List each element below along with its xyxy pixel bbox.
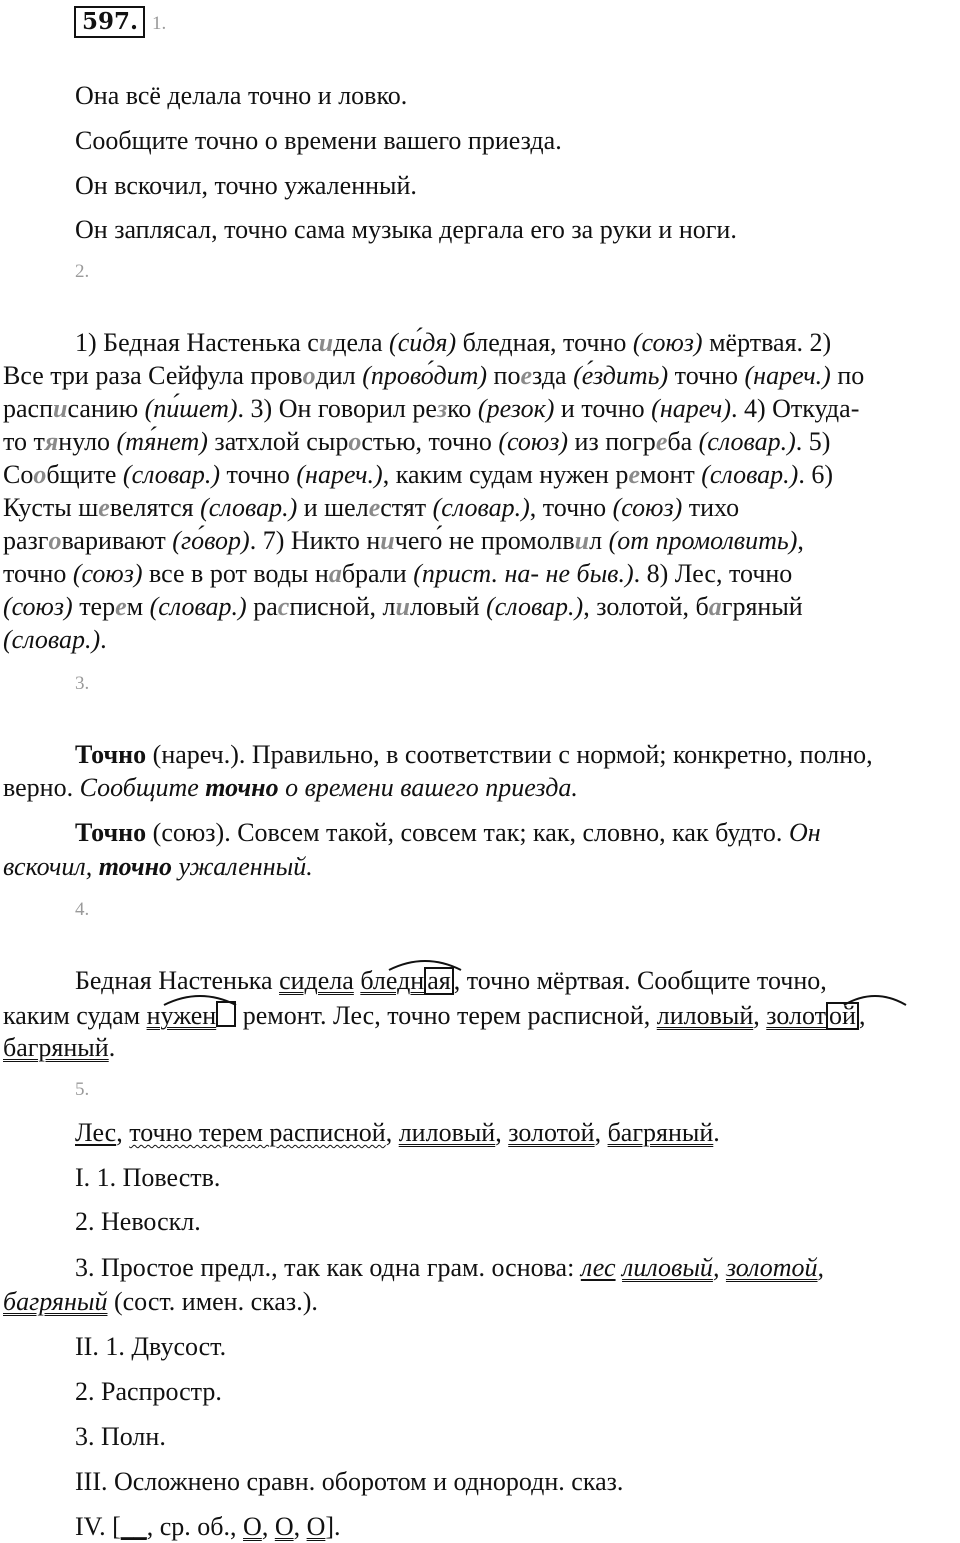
annotation: (нареч.) bbox=[744, 361, 831, 390]
text-run: бледная, точно bbox=[456, 328, 633, 357]
annotation: (словар.) bbox=[200, 493, 298, 522]
part-4-label: 4. bbox=[75, 899, 90, 920]
part4-line3 bbox=[3, 1035, 115, 1061]
part5-text: , bbox=[385, 1118, 399, 1147]
annotation: (словар.) bbox=[486, 592, 584, 621]
analysis-item: 2. Невоскл. bbox=[75, 1207, 201, 1236]
spelling-letter: а bbox=[328, 559, 342, 588]
part5-text: , bbox=[817, 1253, 825, 1282]
predicate: золотой bbox=[725, 1253, 818, 1282]
text-run: по bbox=[830, 361, 865, 390]
predicate: багряный bbox=[3, 1287, 108, 1316]
text-run: стью, точно bbox=[361, 427, 499, 456]
annotation: (е́здить) bbox=[573, 361, 669, 390]
annotation: (союз) bbox=[612, 493, 683, 522]
part4-text: . bbox=[108, 1033, 116, 1062]
scheme-subject: __ bbox=[120, 1512, 147, 1541]
def1-example: Сообщите bbox=[79, 773, 206, 802]
spelling-letter: и bbox=[380, 526, 395, 555]
word-stem: бледн bbox=[360, 966, 425, 995]
def1-definition: (нареч.). Правильно, в соответствии с нормой; конкретно, полно, bbox=[146, 740, 873, 769]
text-run: все в рот воды н bbox=[142, 559, 329, 588]
scheme-text: IV. [ bbox=[75, 1512, 121, 1541]
part4-text: ремонт. Лес, точно терем расписной, bbox=[236, 1001, 657, 1030]
part5-text: . bbox=[713, 1118, 720, 1147]
text-run: мёртвая. 2) bbox=[702, 328, 832, 357]
analysis-item: I. 1. Повеств. bbox=[75, 1163, 221, 1192]
text-run: и шел bbox=[297, 493, 369, 522]
text-run: велятся bbox=[109, 493, 201, 522]
part5-text: , bbox=[594, 1118, 608, 1147]
part5-text: , bbox=[495, 1118, 509, 1147]
text-run: расп bbox=[3, 394, 53, 423]
annotation: (словар.) bbox=[698, 427, 796, 456]
text-run: м bbox=[126, 592, 150, 621]
text-run: по bbox=[487, 361, 521, 390]
def2-line2 bbox=[3, 854, 313, 880]
def1-example-keyword: точно bbox=[205, 773, 279, 802]
text-run: ба bbox=[667, 427, 699, 456]
text-run: . bbox=[100, 625, 107, 654]
text-run: нуло bbox=[58, 427, 117, 456]
part2-line bbox=[3, 396, 859, 422]
def2-line1 bbox=[75, 820, 821, 846]
annotation: (тя́нет) bbox=[116, 427, 208, 456]
text-run: из погр bbox=[568, 427, 656, 456]
spelling-letter: и bbox=[53, 394, 68, 423]
spelling-letter: я bbox=[44, 427, 59, 456]
part5-text: (сост. имен. сказ.). bbox=[107, 1287, 318, 1316]
part2-line bbox=[3, 429, 830, 455]
spelling-letter: е bbox=[115, 592, 127, 621]
annotation: (нареч.) bbox=[296, 460, 383, 489]
text-run: Все три раза Сейфула пров bbox=[3, 361, 303, 390]
scheme-homogeneous: О bbox=[274, 1512, 294, 1541]
annotation: (от промолвить) bbox=[608, 526, 798, 555]
annotation: (нареч) bbox=[651, 394, 731, 423]
text-run: писной, л bbox=[289, 592, 396, 621]
text-run: монт bbox=[639, 460, 702, 489]
part2-line bbox=[75, 330, 831, 356]
predicate: багряный bbox=[607, 1118, 714, 1147]
text-run: . 4) Откуда- bbox=[731, 394, 860, 423]
spelling-letter: и bbox=[395, 592, 410, 621]
analysis-item: II. 1. Двусост. bbox=[75, 1332, 227, 1361]
text-run: , точно bbox=[529, 493, 613, 522]
annotation: (союз) bbox=[498, 427, 569, 456]
def2-definition: (союз). Совсем такой, совсем так; как, словно, как будто. bbox=[146, 818, 789, 847]
exercise-number: 597. bbox=[74, 6, 145, 38]
part2-line bbox=[3, 495, 739, 521]
text-run: тер bbox=[72, 592, 116, 621]
annotation: (словар.) bbox=[122, 460, 221, 489]
spelling-letter: е bbox=[520, 361, 533, 390]
text-run: тихо bbox=[682, 493, 740, 522]
analysis-item: III. Осложнено сравн. оборотом и однородн. сказ. bbox=[75, 1467, 624, 1496]
part-3-label: 3. bbox=[75, 673, 90, 694]
text-run: ко bbox=[447, 394, 478, 423]
text-run: разг bbox=[3, 526, 49, 555]
part1-sentence: Сообщите точно о времени вашего приезда. bbox=[75, 126, 562, 155]
word-stem: золот bbox=[766, 1001, 827, 1030]
scheme-homogeneous: О bbox=[306, 1512, 326, 1541]
text-run: , bbox=[797, 526, 804, 555]
def2-word: Точно bbox=[75, 818, 147, 847]
subject: Лес bbox=[75, 1118, 117, 1147]
text-run: варивают bbox=[61, 526, 173, 555]
predicate: сидела bbox=[279, 966, 354, 995]
part1-sentence: Он заплясал, точно сама музыка дергала его за руки и ноги. bbox=[75, 215, 737, 244]
predicate: лиловый bbox=[622, 1253, 713, 1282]
text-run: дил bbox=[315, 361, 363, 390]
spelling-letter: е bbox=[98, 493, 110, 522]
text-run: и точно bbox=[554, 394, 652, 423]
part1-sentence: Она всё делала точно и ловко. bbox=[75, 81, 408, 110]
spelling-letter: е bbox=[655, 427, 668, 456]
annotation: (прист. на- не быв.) bbox=[413, 559, 634, 588]
text-run: . 6) bbox=[798, 460, 834, 489]
annotation: (го́вор) bbox=[172, 526, 250, 555]
text-run: дела bbox=[333, 328, 390, 357]
text-run: . 7) Никто н bbox=[249, 526, 381, 555]
part4-line1 bbox=[75, 967, 827, 995]
analysis-item: 3. Полн. bbox=[75, 1422, 166, 1451]
text-run: Со bbox=[3, 460, 34, 489]
annotation: (словар.) bbox=[149, 592, 247, 621]
sentence-scheme bbox=[75, 1514, 341, 1540]
annotation: (прово́дит) bbox=[362, 361, 488, 390]
annotation: (словар.) bbox=[432, 493, 530, 522]
part4-line2 bbox=[3, 1001, 865, 1030]
def1-example: о времени вашего приезда. bbox=[278, 773, 578, 802]
def2-example: ужаленный. bbox=[172, 852, 313, 881]
text-run: Кусты ш bbox=[3, 493, 99, 522]
scheme-homogeneous: О bbox=[243, 1512, 262, 1541]
text-run: . 8) Лес, точно bbox=[633, 559, 793, 588]
text-run: точно bbox=[668, 361, 745, 390]
part4-text: Бедная Настенька bbox=[75, 966, 280, 995]
text-run: затхлой сыр bbox=[207, 427, 349, 456]
def1-text: верно. bbox=[3, 773, 80, 802]
text-run: зда bbox=[532, 361, 574, 390]
part2-line bbox=[3, 528, 804, 554]
text-run: бщите bbox=[46, 460, 123, 489]
part5-text: 3. Простое предл., так как одна грам. основа: bbox=[75, 1253, 581, 1282]
def2-example: Он bbox=[788, 818, 821, 847]
text-run: стят bbox=[380, 493, 433, 522]
part2-line bbox=[3, 627, 107, 653]
part1-sentence: Он вскочил, точно ужаленный. bbox=[75, 171, 417, 200]
text-run: брали bbox=[341, 559, 414, 588]
text-run: гряный bbox=[721, 592, 803, 621]
def1-word: Точно bbox=[75, 740, 147, 769]
part2-line bbox=[3, 561, 792, 587]
annotation: (си́дя) bbox=[389, 328, 457, 357]
def2-example-keyword: точно bbox=[98, 852, 173, 881]
spelling-letter: з bbox=[436, 394, 448, 423]
ending-box: ой bbox=[826, 1002, 859, 1030]
spelling-letter: о bbox=[33, 460, 47, 489]
def1-line1 bbox=[75, 742, 873, 768]
annotation: (резок) bbox=[477, 394, 555, 423]
text-run: . 3) Он говорил ре bbox=[237, 394, 437, 423]
part2-line bbox=[3, 594, 803, 620]
analysis-item: 2. Распростр. bbox=[75, 1377, 222, 1406]
predicate-bledn bbox=[360, 966, 453, 995]
part4-text: , bbox=[753, 1001, 767, 1030]
text-run: , каким судам нужен р bbox=[382, 460, 629, 489]
part5-text: , bbox=[116, 1118, 130, 1147]
def2-example: вскочил, bbox=[3, 852, 99, 881]
predicate-bagryanyi: багряный bbox=[3, 1033, 109, 1062]
part-2-label: 2. bbox=[75, 261, 90, 282]
annotation: (союз) bbox=[3, 592, 73, 621]
part4-text: , bbox=[858, 1001, 866, 1030]
part4-text: каким судам bbox=[3, 1001, 147, 1030]
text-run: л bbox=[589, 526, 609, 555]
analysis-item-3b bbox=[3, 1289, 318, 1315]
predicate-lilovyi: лиловый bbox=[656, 1001, 754, 1030]
analysis-item-3 bbox=[75, 1255, 824, 1281]
spelling-letter: е bbox=[368, 493, 381, 522]
def1-line2 bbox=[3, 775, 578, 801]
spelling-letter: и bbox=[574, 526, 590, 555]
spelling-letter: о bbox=[48, 526, 62, 555]
spelling-letter: а bbox=[708, 592, 722, 621]
part-1-label: 1. bbox=[152, 13, 167, 34]
text-run: точно bbox=[3, 559, 73, 588]
predicate: золотой bbox=[508, 1118, 595, 1147]
scheme-text: ]. bbox=[325, 1512, 341, 1541]
annotation: (пи́шет) bbox=[144, 394, 238, 423]
part2-line bbox=[3, 363, 864, 389]
annotation: (союз) bbox=[72, 559, 143, 588]
part5-sentence bbox=[75, 1120, 720, 1146]
annotation: (словар.) bbox=[3, 625, 101, 654]
text-run: чего́ не промолв bbox=[394, 526, 575, 555]
spelling-letter: о bbox=[348, 427, 362, 456]
spelling-letter: е bbox=[628, 460, 640, 489]
annotation: (словар.) bbox=[701, 460, 799, 489]
part2-line bbox=[3, 462, 833, 488]
annotation: (союз) bbox=[632, 328, 703, 357]
text-run: ра bbox=[246, 592, 278, 621]
spelling-letter: о bbox=[302, 361, 316, 390]
zero-ending-box bbox=[216, 1001, 236, 1027]
ending-box: ая bbox=[424, 967, 454, 995]
text-run: ловый bbox=[409, 592, 487, 621]
spelling-letter: с bbox=[277, 592, 290, 621]
subject: лес bbox=[580, 1253, 616, 1282]
scheme-text: , ср. об., bbox=[146, 1512, 244, 1541]
text-run: . 5) bbox=[795, 427, 831, 456]
text-run: 1) Бедная Настенька с bbox=[75, 328, 319, 357]
scheme-text: , bbox=[261, 1512, 275, 1541]
predicate-zolotoi bbox=[766, 1001, 859, 1030]
text-run: санию bbox=[67, 394, 145, 423]
spelling-letter: и bbox=[318, 328, 334, 357]
text-run: то т bbox=[3, 427, 45, 456]
part-5-label: 5. bbox=[75, 1079, 90, 1100]
scheme-text: , bbox=[293, 1512, 307, 1541]
text-run: точно bbox=[220, 460, 297, 489]
comparative-phrase: точно терем расписной bbox=[129, 1118, 386, 1147]
predicate: лиловый bbox=[398, 1118, 496, 1147]
predicate-nuzhen: нужен bbox=[146, 1001, 217, 1030]
part4-text: , точно мёртвая. Сообщите точно, bbox=[453, 966, 827, 995]
part5-text: , bbox=[712, 1253, 726, 1282]
text-run: , золотой, б bbox=[583, 592, 709, 621]
